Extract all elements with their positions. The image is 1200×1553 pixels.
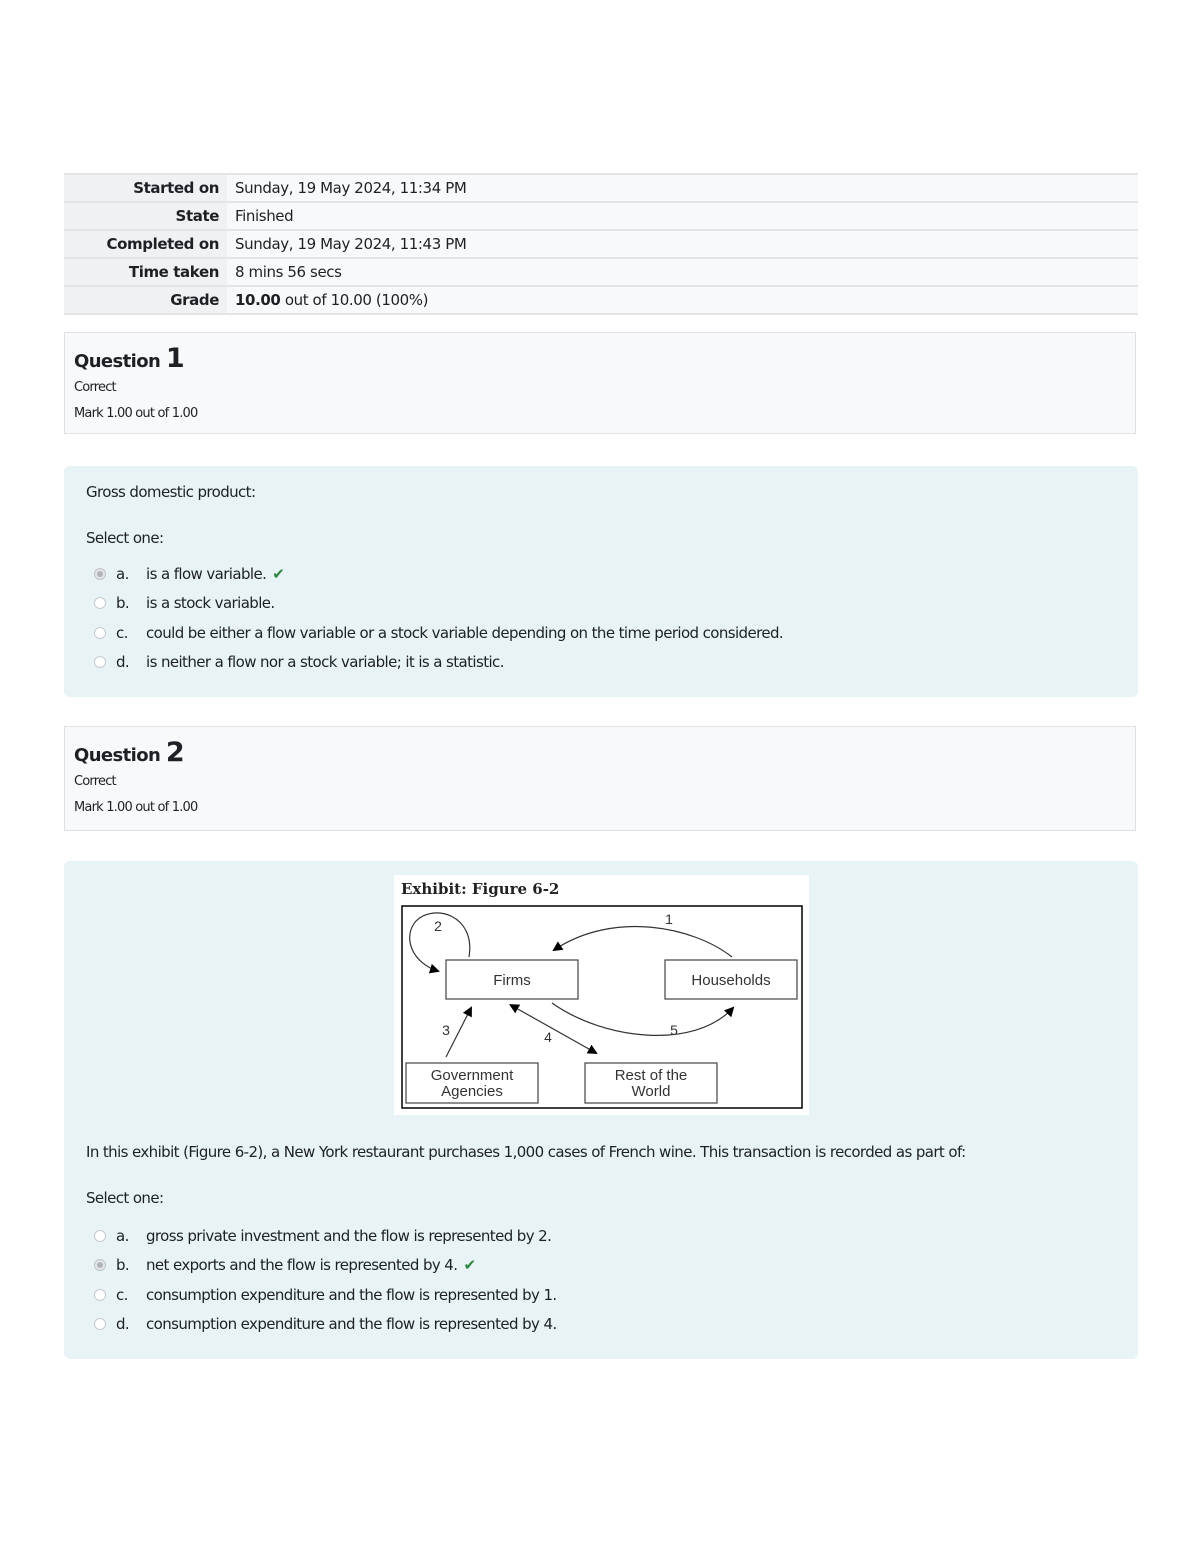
answer-text: gross private investment and the flow is represented by 2. xyxy=(146,1226,552,1245)
flow-2-label: 2 xyxy=(434,918,442,934)
question-text: In this exhibit (Figure 6-2), a New York restaurant purchases 1,000 cases of French wine. This transaction is recorded as part of: xyxy=(86,1143,966,1161)
radio-button[interactable] xyxy=(94,568,106,580)
question-state: Correct xyxy=(74,380,116,395)
grade-score: 10.00 xyxy=(235,291,281,309)
question-word: Question xyxy=(74,745,161,766)
radio-button[interactable] xyxy=(94,656,106,668)
firms-label: Firms xyxy=(493,972,531,989)
exhibit-figure-6-2 xyxy=(394,875,809,1115)
households-label: Households xyxy=(691,972,771,989)
government-label-2: Agencies xyxy=(441,1083,503,1100)
summary-value: Sunday, 19 May 2024, 11:34 PM xyxy=(227,174,1138,202)
question-text: Gross domestic product: xyxy=(86,483,256,501)
select-one-prompt: Select one: xyxy=(86,1189,164,1207)
summary-row-state xyxy=(64,202,1138,230)
summary-row-grade xyxy=(64,286,1138,314)
answer-text: could be either a flow variable or a stock variable depending on the time period considered. xyxy=(146,623,784,642)
radio-button[interactable] xyxy=(94,1289,106,1301)
answer-letter: c. xyxy=(116,1285,128,1304)
summary-label: State xyxy=(64,202,227,230)
summary-label: Grade xyxy=(64,286,227,314)
answer-option-d[interactable] xyxy=(94,648,783,678)
answer-option-c[interactable] xyxy=(94,1280,557,1310)
question-state: Correct xyxy=(74,774,116,789)
answer-text: is a flow variable. xyxy=(146,564,267,583)
correct-check-icon: ✔ xyxy=(272,564,285,583)
question-1-info xyxy=(64,332,1136,434)
answer-text: consumption expenditure and the flow is represented by 4. xyxy=(146,1315,557,1334)
flow-4-label: 4 xyxy=(544,1029,552,1045)
radio-button[interactable] xyxy=(94,1318,106,1330)
question-mark: Mark 1.00 out of 1.00 xyxy=(74,406,198,421)
select-one-prompt: Select one: xyxy=(86,529,164,547)
radio-button[interactable] xyxy=(94,597,106,609)
summary-label: Time taken xyxy=(64,258,227,286)
correct-check-icon: ✔ xyxy=(463,1256,476,1275)
summary-row-started xyxy=(64,174,1138,202)
answer-letter: d. xyxy=(116,653,130,672)
summary-label: Started on xyxy=(64,174,227,202)
radio-button[interactable] xyxy=(94,1259,106,1271)
flow-3-label: 3 xyxy=(442,1022,450,1038)
answer-option-d[interactable] xyxy=(94,1310,557,1340)
answer-letter: b. xyxy=(116,1256,130,1275)
answer-option-a[interactable] xyxy=(94,1221,557,1251)
answer-text: is a stock variable. xyxy=(146,594,275,613)
answer-text: net exports and the flow is represented by 4. xyxy=(146,1256,458,1275)
question-number: 2 xyxy=(165,737,185,768)
grade-total: out of 10.00 (100%) xyxy=(280,291,429,309)
answer-letter: b. xyxy=(116,594,130,613)
question-1-content xyxy=(64,466,1138,697)
summary-value: 8 mins 56 secs xyxy=(227,258,1138,286)
rest-of-world-label-1: Rest of the xyxy=(614,1067,688,1084)
attempt-summary-table xyxy=(64,173,1138,315)
answer-letter: a. xyxy=(116,564,129,583)
radio-button[interactable] xyxy=(94,627,106,639)
circular-flow-diagram xyxy=(394,875,809,1115)
answer-text: is neither a flow nor a stock variable; it is a statistic. xyxy=(146,653,504,672)
answer-list xyxy=(94,1221,557,1339)
rest-of-world-label-2: World xyxy=(631,1083,671,1100)
question-number: 1 xyxy=(165,343,185,374)
answer-list xyxy=(94,559,783,677)
radio-button[interactable] xyxy=(94,1230,106,1242)
question-word: Question xyxy=(74,351,161,372)
answer-option-a[interactable] xyxy=(94,559,783,589)
exhibit-title: Exhibit: Figure 6-2 xyxy=(401,880,560,898)
answer-text: consumption expenditure and the flow is represented by 1. xyxy=(146,1285,557,1304)
government-label-1: Government xyxy=(430,1067,514,1084)
summary-value: Sunday, 19 May 2024, 11:43 PM xyxy=(227,230,1138,258)
answer-option-b[interactable] xyxy=(94,1251,557,1281)
answer-letter: c. xyxy=(116,623,128,642)
answer-letter: d. xyxy=(116,1315,130,1334)
summary-value xyxy=(227,286,1138,314)
question-title xyxy=(74,343,1126,374)
answer-option-b[interactable] xyxy=(94,589,783,619)
summary-label: Completed on xyxy=(64,230,227,258)
answer-letter: a. xyxy=(116,1226,129,1245)
summary-row-completed xyxy=(64,230,1138,258)
summary-value: Finished xyxy=(227,202,1138,230)
flow-1-label: 1 xyxy=(665,911,673,927)
summary-row-time-taken xyxy=(64,258,1138,286)
question-2-info xyxy=(64,726,1136,831)
answer-option-c[interactable] xyxy=(94,618,783,648)
question-mark: Mark 1.00 out of 1.00 xyxy=(74,800,198,815)
question-title xyxy=(74,737,1126,768)
flow-5-label: 5 xyxy=(670,1022,678,1038)
